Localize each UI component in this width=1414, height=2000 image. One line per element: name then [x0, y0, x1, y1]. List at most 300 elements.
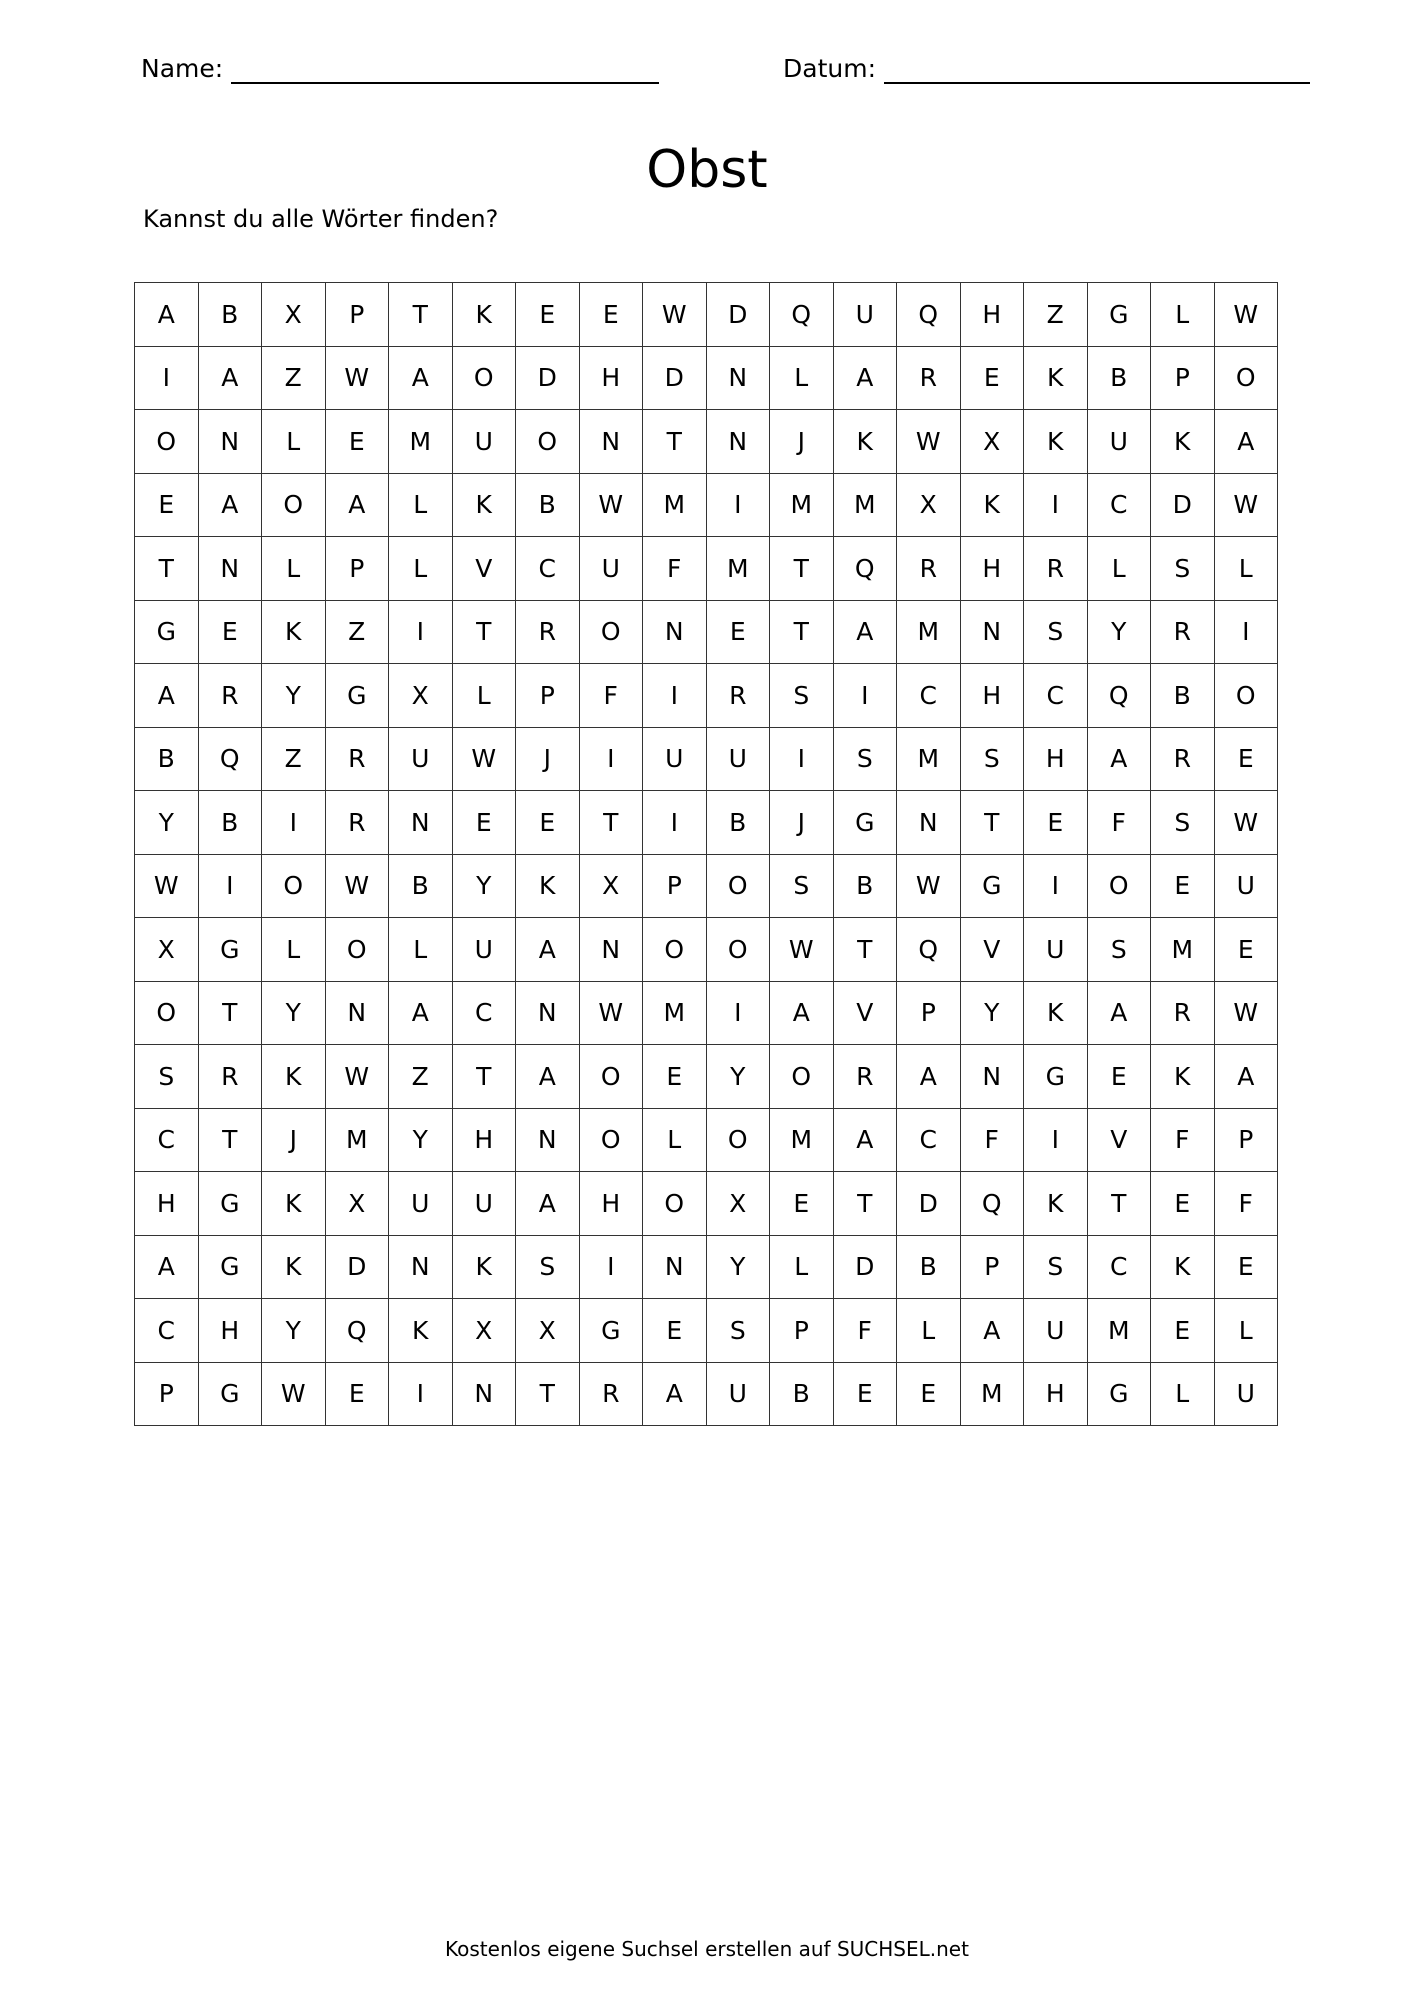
grid-cell: Z: [262, 347, 326, 411]
grid-cell: T: [1088, 1172, 1152, 1236]
grid-cell: W: [1215, 982, 1279, 1046]
grid-cell: R: [580, 1363, 644, 1427]
grid-cell: K: [961, 474, 1025, 538]
grid-cell: D: [707, 283, 771, 347]
grid-cell: G: [961, 855, 1025, 919]
grid-cell: A: [199, 347, 263, 411]
grid-cell: R: [897, 537, 961, 601]
grid-cell: M: [770, 474, 834, 538]
grid-cell: G: [199, 1236, 263, 1300]
grid-cell: Q: [770, 283, 834, 347]
grid-cell: T: [834, 918, 898, 982]
grid-cell: R: [1151, 982, 1215, 1046]
grid-cell: C: [1024, 664, 1088, 728]
grid-cell: I: [389, 601, 453, 665]
grid-cell: Q: [961, 1172, 1025, 1236]
grid-cell: T: [516, 1363, 580, 1427]
grid-cell: C: [135, 1109, 199, 1173]
grid-cell: D: [326, 1236, 390, 1300]
grid-cell: E: [1151, 1172, 1215, 1236]
grid-cell: M: [643, 982, 707, 1046]
grid-cell: Q: [326, 1299, 390, 1363]
grid-cell: U: [580, 537, 644, 601]
grid-cell: S: [770, 664, 834, 728]
grid-cell: O: [135, 982, 199, 1046]
grid-cell: I: [262, 791, 326, 855]
grid-cell: A: [199, 474, 263, 538]
grid-cell: E: [643, 1299, 707, 1363]
grid-cell: M: [707, 537, 771, 601]
grid-cell: L: [1088, 537, 1152, 601]
grid-cell: H: [1024, 1363, 1088, 1427]
grid-cell: U: [1024, 1299, 1088, 1363]
grid-cell: V: [961, 918, 1025, 982]
grid-cell: U: [1215, 1363, 1279, 1427]
grid-cell: A: [1088, 728, 1152, 792]
grid-cell: L: [453, 664, 517, 728]
grid-cell: A: [1088, 982, 1152, 1046]
grid-cell: D: [897, 1172, 961, 1236]
grid-cell: N: [389, 791, 453, 855]
grid-cell: K: [1024, 982, 1088, 1046]
grid-cell: K: [453, 283, 517, 347]
grid-cell: R: [707, 664, 771, 728]
grid-cell: N: [580, 918, 644, 982]
grid-cell: I: [1215, 601, 1279, 665]
grid-cell: R: [897, 347, 961, 411]
grid-cell: I: [389, 1363, 453, 1427]
grid-cell: M: [643, 474, 707, 538]
grid-cell: L: [389, 918, 453, 982]
grid-cell: S: [1024, 601, 1088, 665]
grid-cell: O: [262, 855, 326, 919]
grid-cell: E: [1215, 728, 1279, 792]
grid-cell: X: [897, 474, 961, 538]
grid-cell: W: [262, 1363, 326, 1427]
grid-cell: E: [643, 1045, 707, 1109]
grid-cell: K: [453, 474, 517, 538]
grid-cell: I: [707, 474, 771, 538]
grid-cell: E: [1215, 918, 1279, 982]
grid-cell: W: [897, 410, 961, 474]
grid-cell: Z: [326, 601, 390, 665]
grid-cell: W: [453, 728, 517, 792]
grid-cell: O: [326, 918, 390, 982]
name-field: [141, 54, 659, 84]
grid-cell: I: [707, 982, 771, 1046]
grid-cell: O: [643, 918, 707, 982]
grid-cell: Y: [262, 982, 326, 1046]
grid-cell: G: [199, 1172, 263, 1236]
grid-cell: C: [135, 1299, 199, 1363]
grid-cell: Z: [1024, 283, 1088, 347]
grid-cell: D: [643, 347, 707, 411]
grid-cell: E: [770, 1172, 834, 1236]
grid-cell: S: [961, 728, 1025, 792]
grid-cell: S: [707, 1299, 771, 1363]
grid-cell: L: [1151, 283, 1215, 347]
grid-cell: Q: [834, 537, 898, 601]
grid-cell: A: [516, 1045, 580, 1109]
grid-cell: U: [389, 728, 453, 792]
grid-cell: A: [643, 1363, 707, 1427]
grid-cell: S: [770, 855, 834, 919]
instructions: Kannst du alle Wörter finden?: [143, 205, 499, 233]
grid-cell: W: [1215, 283, 1279, 347]
date-field: [783, 54, 1310, 84]
grid-cell: S: [1088, 918, 1152, 982]
grid-cell: L: [1151, 1363, 1215, 1427]
grid-cell: A: [770, 982, 834, 1046]
grid-cell: K: [262, 1236, 326, 1300]
grid-cell: T: [580, 791, 644, 855]
grid-cell: H: [135, 1172, 199, 1236]
grid-cell: N: [453, 1363, 517, 1427]
grid-cell: G: [834, 791, 898, 855]
grid-cell: A: [961, 1299, 1025, 1363]
grid-cell: T: [453, 601, 517, 665]
grid-cell: C: [1088, 1236, 1152, 1300]
grid-cell: N: [961, 601, 1025, 665]
grid-cell: G: [199, 918, 263, 982]
grid-cell: A: [516, 918, 580, 982]
grid-cell: N: [199, 410, 263, 474]
grid-cell: Y: [453, 855, 517, 919]
grid-cell: L: [262, 537, 326, 601]
grid-cell: G: [326, 664, 390, 728]
grid-cell: K: [1024, 347, 1088, 411]
grid-cell: A: [326, 474, 390, 538]
grid-cell: O: [580, 1109, 644, 1173]
grid-cell: Y: [262, 1299, 326, 1363]
grid-cell: C: [453, 982, 517, 1046]
grid-cell: G: [580, 1299, 644, 1363]
grid-cell: U: [1215, 855, 1279, 919]
grid-cell: U: [707, 1363, 771, 1427]
grid-cell: B: [707, 791, 771, 855]
grid-cell: I: [643, 664, 707, 728]
grid-cell: X: [262, 283, 326, 347]
grid-cell: H: [580, 347, 644, 411]
grid-cell: P: [135, 1363, 199, 1427]
grid-cell: W: [580, 982, 644, 1046]
grid-cell: N: [707, 410, 771, 474]
grid-cell: R: [199, 1045, 263, 1109]
grid-cell: D: [834, 1236, 898, 1300]
grid-cell: S: [1151, 791, 1215, 855]
grid-cell: O: [516, 410, 580, 474]
grid-cell: Y: [135, 791, 199, 855]
grid-cell: W: [326, 855, 390, 919]
grid-cell: P: [326, 537, 390, 601]
grid-cell: T: [961, 791, 1025, 855]
grid-cell: K: [1151, 1236, 1215, 1300]
grid-cell: B: [770, 1363, 834, 1427]
grid-cell: M: [961, 1363, 1025, 1427]
grid-cell: R: [326, 791, 390, 855]
grid-cell: C: [897, 1109, 961, 1173]
grid-cell: B: [1151, 664, 1215, 728]
grid-cell: O: [707, 918, 771, 982]
grid-cell: Z: [262, 728, 326, 792]
grid-cell: M: [389, 410, 453, 474]
grid-cell: G: [199, 1363, 263, 1427]
grid-cell: S: [1024, 1236, 1088, 1300]
grid-cell: O: [453, 347, 517, 411]
grid-cell: L: [1215, 537, 1279, 601]
grid-cell: Q: [897, 918, 961, 982]
grid-cell: X: [453, 1299, 517, 1363]
grid-cell: F: [1215, 1172, 1279, 1236]
grid-cell: L: [770, 347, 834, 411]
grid-cell: W: [770, 918, 834, 982]
grid-cell: E: [897, 1363, 961, 1427]
grid-cell: U: [453, 410, 517, 474]
grid-cell: O: [643, 1172, 707, 1236]
grid-cell: E: [516, 283, 580, 347]
grid-cell: B: [834, 855, 898, 919]
grid-cell: Q: [1088, 664, 1152, 728]
grid-cell: C: [1088, 474, 1152, 538]
grid-cell: J: [770, 791, 834, 855]
grid-cell: T: [389, 283, 453, 347]
grid-cell: H: [580, 1172, 644, 1236]
grid-cell: I: [1024, 855, 1088, 919]
grid-cell: E: [453, 791, 517, 855]
grid-cell: B: [897, 1236, 961, 1300]
grid-cell: M: [834, 474, 898, 538]
grid-cell: O: [135, 410, 199, 474]
grid-cell: K: [389, 1299, 453, 1363]
grid-cell: N: [580, 410, 644, 474]
grid-cell: Y: [1088, 601, 1152, 665]
grid-cell: I: [834, 664, 898, 728]
grid-cell: N: [897, 791, 961, 855]
grid-cell: H: [1024, 728, 1088, 792]
grid-cell: B: [199, 791, 263, 855]
grid-cell: H: [961, 537, 1025, 601]
grid-cell: E: [326, 410, 390, 474]
grid-cell: E: [1151, 855, 1215, 919]
grid-cell: Y: [961, 982, 1025, 1046]
grid-cell: E: [135, 474, 199, 538]
grid-cell: S: [516, 1236, 580, 1300]
grid-cell: A: [834, 601, 898, 665]
grid-cell: U: [389, 1172, 453, 1236]
grid-cell: U: [453, 1172, 517, 1236]
grid-cell: R: [1151, 601, 1215, 665]
grid-cell: W: [897, 855, 961, 919]
grid-cell: R: [516, 601, 580, 665]
grid-cell: G: [1088, 1363, 1152, 1427]
grid-cell: L: [643, 1109, 707, 1173]
grid-cell: H: [199, 1299, 263, 1363]
grid-cell: K: [262, 601, 326, 665]
grid-cell: N: [643, 601, 707, 665]
grid-cell: B: [389, 855, 453, 919]
grid-cell: N: [516, 1109, 580, 1173]
grid-cell: A: [516, 1172, 580, 1236]
grid-cell: G: [1088, 283, 1152, 347]
grid-cell: O: [707, 855, 771, 919]
grid-cell: V: [834, 982, 898, 1046]
grid-cell: G: [1024, 1045, 1088, 1109]
grid-cell: W: [643, 283, 707, 347]
grid-cell: Y: [389, 1109, 453, 1173]
grid-cell: O: [580, 1045, 644, 1109]
grid-cell: I: [580, 1236, 644, 1300]
name-label: Name:: [141, 54, 224, 83]
grid-cell: A: [1215, 1045, 1279, 1109]
grid-cell: W: [1215, 791, 1279, 855]
grid-cell: Q: [199, 728, 263, 792]
grid-cell: V: [453, 537, 517, 601]
grid-cell: B: [516, 474, 580, 538]
grid-cell: L: [897, 1299, 961, 1363]
grid-cell: L: [1215, 1299, 1279, 1363]
grid-cell: R: [326, 728, 390, 792]
grid-cell: V: [1088, 1109, 1152, 1173]
grid-cell: I: [135, 347, 199, 411]
grid-cell: S: [834, 728, 898, 792]
word-search-grid: [134, 282, 1278, 1426]
grid-cell: O: [770, 1045, 834, 1109]
grid-cell: N: [389, 1236, 453, 1300]
grid-cell: I: [580, 728, 644, 792]
page-title: Obst: [646, 140, 768, 200]
grid-cell: A: [389, 347, 453, 411]
grid-cell: U: [643, 728, 707, 792]
grid-cell: L: [389, 474, 453, 538]
grid-cell: G: [135, 601, 199, 665]
grid-cell: R: [1151, 728, 1215, 792]
grid-cell: Y: [262, 664, 326, 728]
grid-cell: P: [961, 1236, 1025, 1300]
grid-cell: W: [326, 1045, 390, 1109]
grid-cell: F: [643, 537, 707, 601]
grid-cell: E: [199, 601, 263, 665]
grid-cell: X: [707, 1172, 771, 1236]
grid-cell: M: [897, 728, 961, 792]
grid-cell: L: [770, 1236, 834, 1300]
grid-cell: X: [580, 855, 644, 919]
grid-cell: A: [897, 1045, 961, 1109]
grid-cell: M: [897, 601, 961, 665]
grid-cell: K: [1151, 1045, 1215, 1109]
grid-cell: O: [1215, 347, 1279, 411]
grid-cell: C: [516, 537, 580, 601]
grid-cell: P: [1151, 347, 1215, 411]
grid-cell: O: [707, 1109, 771, 1173]
grid-cell: K: [1151, 410, 1215, 474]
grid-cell: I: [770, 728, 834, 792]
grid-cell: N: [707, 347, 771, 411]
grid-cell: A: [834, 347, 898, 411]
grid-cell: X: [516, 1299, 580, 1363]
grid-cell: A: [1215, 410, 1279, 474]
grid-cell: M: [326, 1109, 390, 1173]
grid-cell: R: [1024, 537, 1088, 601]
grid-cell: J: [262, 1109, 326, 1173]
grid-cell: P: [1215, 1109, 1279, 1173]
grid-cell: A: [834, 1109, 898, 1173]
grid-cell: K: [262, 1045, 326, 1109]
grid-cell: P: [516, 664, 580, 728]
grid-cell: F: [1151, 1109, 1215, 1173]
grid-cell: I: [1024, 1109, 1088, 1173]
grid-cell: P: [897, 982, 961, 1046]
grid-cell: E: [707, 601, 771, 665]
grid-cell: L: [389, 537, 453, 601]
grid-cell: Y: [707, 1236, 771, 1300]
footer-credit: Kostenlos eigene Suchsel erstellen auf SUCHSEL.net: [445, 1937, 969, 1961]
grid-cell: O: [580, 601, 644, 665]
grid-cell: W: [580, 474, 644, 538]
grid-cell: E: [1151, 1299, 1215, 1363]
grid-cell: F: [580, 664, 644, 728]
grid-cell: W: [135, 855, 199, 919]
grid-cell: R: [199, 664, 263, 728]
grid-cell: A: [135, 283, 199, 347]
grid-cell: X: [326, 1172, 390, 1236]
name-blank-line: [231, 60, 659, 84]
grid-cell: Z: [389, 1045, 453, 1109]
grid-cell: U: [453, 918, 517, 982]
grid-cell: R: [834, 1045, 898, 1109]
grid-cell: A: [389, 982, 453, 1046]
grid-cell: P: [770, 1299, 834, 1363]
grid-cell: X: [135, 918, 199, 982]
grid-cell: F: [834, 1299, 898, 1363]
grid-cell: N: [643, 1236, 707, 1300]
grid-cell: T: [770, 601, 834, 665]
grid-cell: O: [1215, 664, 1279, 728]
grid-cell: T: [453, 1045, 517, 1109]
grid-cell: F: [961, 1109, 1025, 1173]
grid-cell: X: [961, 410, 1025, 474]
grid-cell: K: [262, 1172, 326, 1236]
grid-cell: B: [1088, 347, 1152, 411]
grid-cell: W: [1215, 474, 1279, 538]
grid-cell: J: [770, 410, 834, 474]
grid-cell: A: [135, 664, 199, 728]
grid-cell: I: [199, 855, 263, 919]
grid-cell: Q: [897, 283, 961, 347]
grid-cell: B: [199, 283, 263, 347]
grid-cell: T: [199, 1109, 263, 1173]
grid-cell: T: [199, 982, 263, 1046]
grid-cell: E: [961, 347, 1025, 411]
grid-cell: X: [389, 664, 453, 728]
grid-cell: D: [1151, 474, 1215, 538]
grid-cell: T: [834, 1172, 898, 1236]
grid-cell: E: [834, 1363, 898, 1427]
grid-cell: M: [1088, 1299, 1152, 1363]
grid-cell: E: [1215, 1236, 1279, 1300]
grid-cell: I: [643, 791, 707, 855]
grid-cell: P: [326, 283, 390, 347]
grid-cell: B: [135, 728, 199, 792]
grid-cell: Y: [707, 1045, 771, 1109]
grid-cell: F: [1088, 791, 1152, 855]
grid-cell: O: [262, 474, 326, 538]
grid-cell: N: [516, 982, 580, 1046]
grid-cell: N: [326, 982, 390, 1046]
grid-cell: E: [1024, 791, 1088, 855]
grid-cell: N: [961, 1045, 1025, 1109]
grid-cell: L: [262, 410, 326, 474]
grid-cell: A: [135, 1236, 199, 1300]
